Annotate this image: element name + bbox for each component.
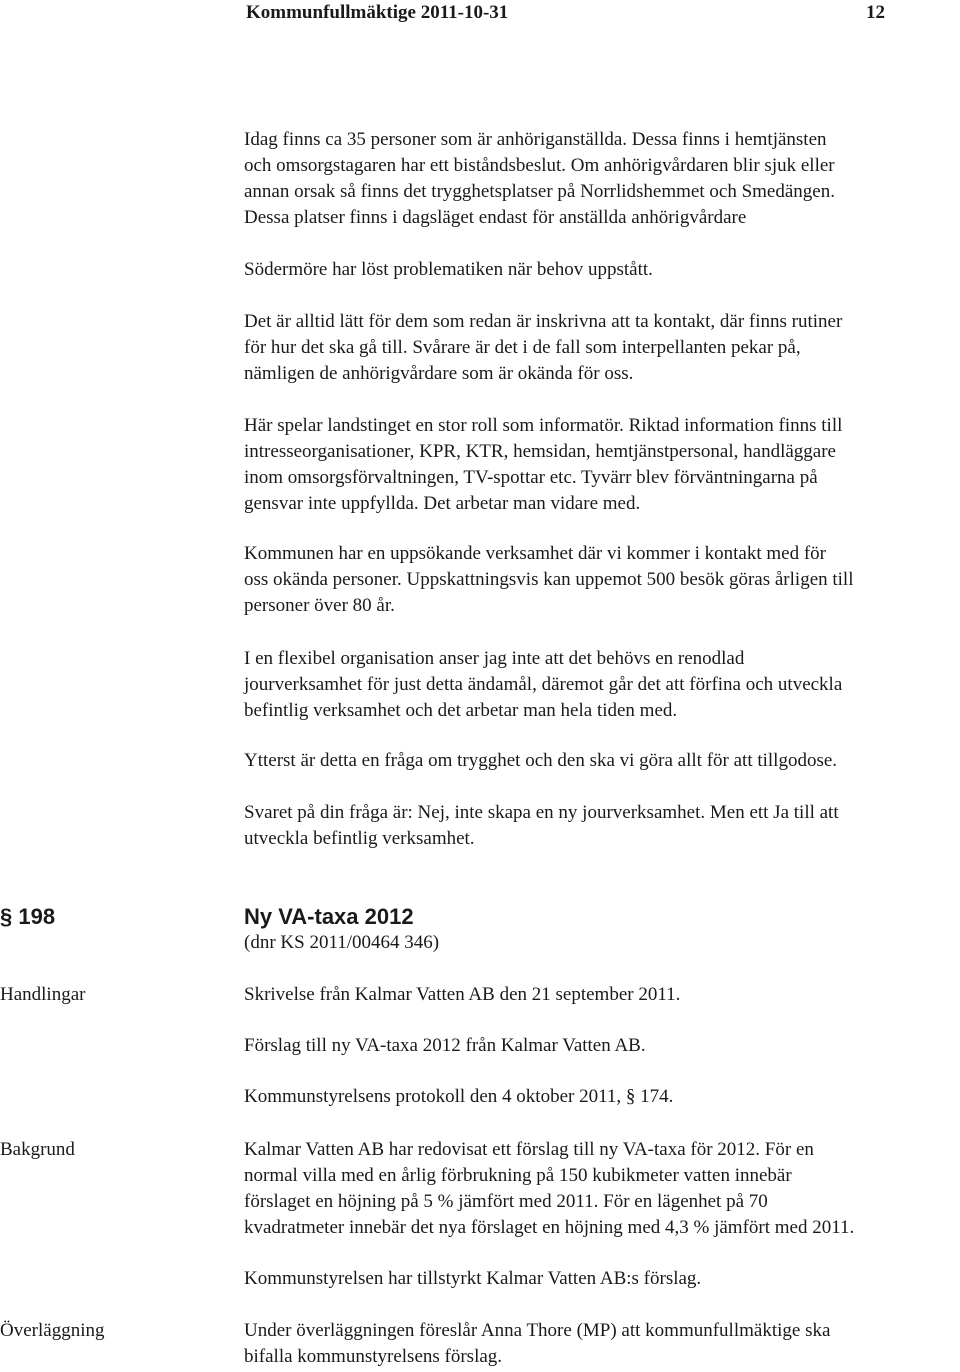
handlingar-label: Handlingar: [0, 984, 86, 1005]
handlingar-item: [244, 982, 960, 1008]
handlingar-item: [244, 1084, 960, 1110]
paragraph: [244, 541, 960, 619]
paragraph: [244, 127, 960, 231]
text-line: annan orsak så finns det trygghetsplatser på Norrlidshemmet och Smedängen.: [244, 181, 835, 202]
text-line: Södermöre har löst problematiken när behov uppstått.: [244, 259, 653, 280]
section-number: § 198: [0, 904, 56, 929]
paragraph: [244, 1137, 960, 1241]
overlaggning-label: Överläggning: [0, 1320, 105, 1341]
text-line: befintlig verksamhet och det arbetar man hela tiden med.: [244, 700, 678, 721]
paragraph: [244, 748, 960, 774]
text-line: normal villa med en årlig förbrukning på 150 kubikmeter vatten innebär: [244, 1165, 792, 1186]
text-line: Kommunen har en uppsökande verksamhet där vi kommer i kontakt med för: [244, 543, 826, 564]
section-title: Ny VA-taxa 2012: [244, 904, 414, 929]
paragraph: [244, 309, 960, 387]
text-line: Under överläggningen föreslår Anna Thore (MP) att kommunfullmäktige ska: [244, 1320, 831, 1341]
text-line: Här spelar landstinget en stor roll som informatör. Riktad information finns till: [244, 415, 843, 436]
text-line: gensvar inte uppfyllda. Det arbetar man vidare med.: [244, 493, 641, 514]
text-line: intresseorganisationer, KPR, KTR, hemsidan, hemtjänstpersonal, handläggare: [244, 441, 836, 462]
text-line: Kalmar Vatten AB har redovisat ett förslag till ny VA-taxa för 2012. För en: [244, 1139, 814, 1160]
text-line: för hur det ska gå till. Svårare är det i de fall som interpellanten pekar på,: [244, 337, 801, 358]
text-line: oss okända personer. Uppskattningsvis kan uppemot 500 besök göras årligen till: [244, 569, 854, 590]
paragraph: [244, 646, 960, 724]
text-line: inom omsorgsförvaltningen, TV-spottar etc. Tyvärr blev förväntningarna på: [244, 467, 818, 488]
text-line: utveckla befintlig verksamhet.: [244, 828, 475, 849]
paragraph: [244, 413, 960, 517]
text-line: Ytterst är detta en fråga om trygghet och den ska vi göra allt för att tillgodose.: [244, 750, 838, 771]
dnr-text: (dnr KS 2011/00464 346): [244, 932, 440, 953]
text-line: Idag finns ca 35 personer som är anhöriganställda. Dessa finns i hemtjänsten: [244, 129, 827, 150]
section-dnr: [244, 930, 960, 956]
paragraph: [244, 800, 960, 852]
paragraph: [244, 257, 960, 283]
text-line: och omsorgstagaren har ett biståndsbeslut. Om anhörigvårdaren blir sjuk eller: [244, 155, 835, 176]
page-header-title: Kommunfullmäktige 2011-10-31: [246, 2, 509, 23]
text-line: bifalla kommunstyrelsens förslag.: [244, 1346, 503, 1367]
bakgrund-label: Bakgrund: [0, 1139, 75, 1160]
paragraph: [244, 1266, 960, 1292]
page-number: 12: [866, 2, 885, 23]
text-line: Förslag till ny VA-taxa 2012 från Kalmar Vatten AB.: [244, 1035, 646, 1056]
text-line: Det är alltid lätt för dem som redan är inskrivna att ta kontakt, där finns rutiner: [244, 311, 843, 332]
text-line: Svaret på din fråga är: Nej, inte skapa en ny jourverksamhet. Men ett Ja till att: [244, 802, 839, 823]
text-line: nämligen de anhörigvårdare som är okända för oss.: [244, 363, 634, 384]
handlingar-item: [244, 1033, 960, 1059]
text-line: Kommunstyrelsens protokoll den 4 oktober 2011, § 174.: [244, 1086, 674, 1107]
text-line: Dessa platser finns i dagsläget endast för anställda anhörigvårdare: [244, 207, 747, 228]
text-line: I en flexibel organisation anser jag inte att det behövs en renodlad: [244, 648, 745, 669]
paragraph: [244, 1318, 960, 1370]
text-line: Kommunstyrelsen har tillstyrkt Kalmar Vatten AB:s förslag.: [244, 1268, 702, 1289]
text-line: personer över 80 år.: [244, 595, 395, 616]
text-line: Skrivelse från Kalmar Vatten AB den 21 september 2011.: [244, 984, 681, 1005]
text-line: jourverksamhet för just detta ändamål, däremot går det att förfina och utveckla: [244, 674, 843, 695]
text-line: förslaget en höjning på 5 % jämfört med 2011. För en lägenhet på 70: [244, 1191, 768, 1212]
text-line: kvadratmeter innebär det nya förslaget en höjning med 4,3 % jämfört med 2011.: [244, 1217, 855, 1238]
